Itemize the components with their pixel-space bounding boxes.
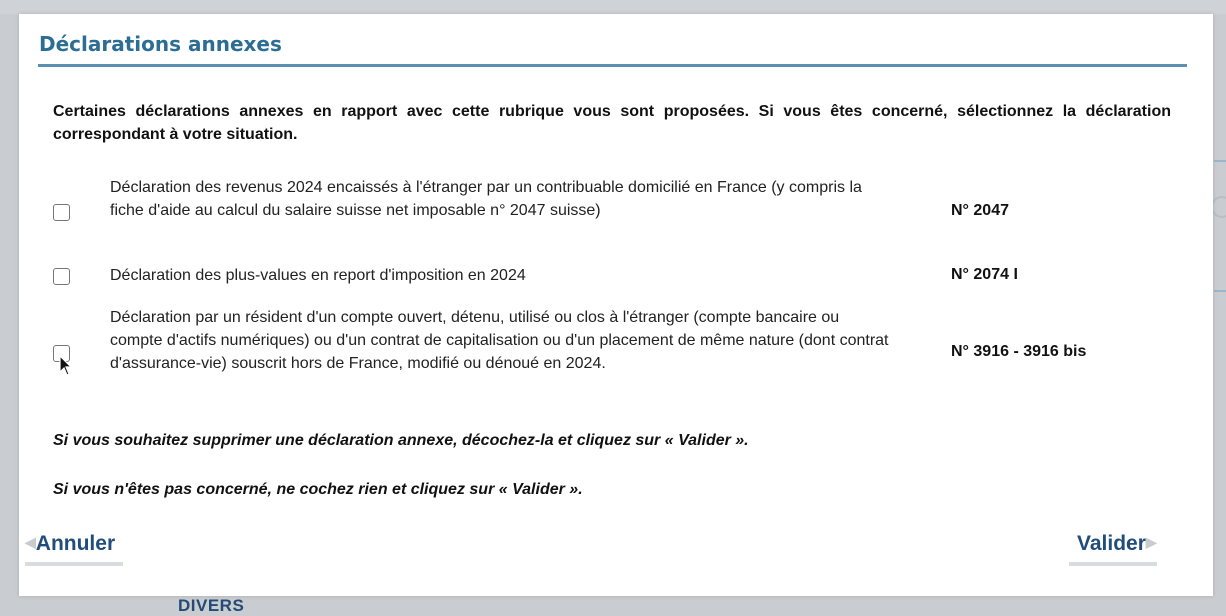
background-section-label: DIVERS — [178, 596, 245, 615]
form-number: N° 2074 I — [951, 266, 1018, 283]
title-divider — [38, 64, 1187, 67]
declaration-text: Déclaration des plus-values en report d'imposition en 2024 — [110, 267, 526, 284]
intro-text: Certaines déclarations annexes en rapport avec cette rubrique vous sont proposées. Si vous êtes concerné, sélectionnez la déclaration correspondant à votre situation. — [53, 103, 1171, 143]
validate-label: Valider — [1077, 532, 1146, 555]
annex-declarations-dialog — [19, 14, 1213, 596]
form-number: N° 3916 - 3916 bis — [951, 343, 1087, 360]
background-divider — [1214, 290, 1226, 292]
arrow-right-icon: ▶ — [1145, 534, 1157, 550]
remove-instruction: Si vous souhaitez supprimer une déclaration annexe, décochez-la et cliquez sur « Valider ». — [53, 432, 749, 449]
arrow-left-icon: ◀ — [25, 534, 36, 550]
checkbox-2047[interactable] — [53, 204, 70, 221]
declaration-text: Déclaration des revenus 2024 encaissés à l'étranger par un contribuable domicilié en France (y compris la fiche d'aide au calcul du salaire suisse net imposable n° 2047 suisse) — [110, 179, 862, 219]
mouse-pointer-icon — [59, 355, 73, 377]
checkbox-2074[interactable] — [53, 268, 70, 285]
background-help-icon — [1211, 196, 1226, 218]
validate-button[interactable] — [1069, 532, 1157, 566]
background-page — [0, 0, 1226, 14]
cancel-button[interactable] — [25, 532, 123, 566]
declaration-text: Déclaration par un résident d'un compte ouvert, détenu, utilisé ou clos à l'étranger (compte bancaire ou compte d'actifs numériques) ou d'un contrat de capitalisation ou d'un placement de même nature (dont contrat d'assurance-vie) souscrit hors de France, modifié ou dénoué en 2024. — [110, 309, 889, 372]
cancel-label: Annuler — [35, 532, 116, 555]
background-divider — [1214, 160, 1226, 162]
not-concerned-instruction: Si vous n'êtes pas concerné, ne cochez rien et cliquez sur « Valider ». — [53, 481, 583, 498]
form-number: N° 2047 — [951, 202, 1009, 219]
dialog-title: Déclarations annexes — [39, 32, 282, 56]
